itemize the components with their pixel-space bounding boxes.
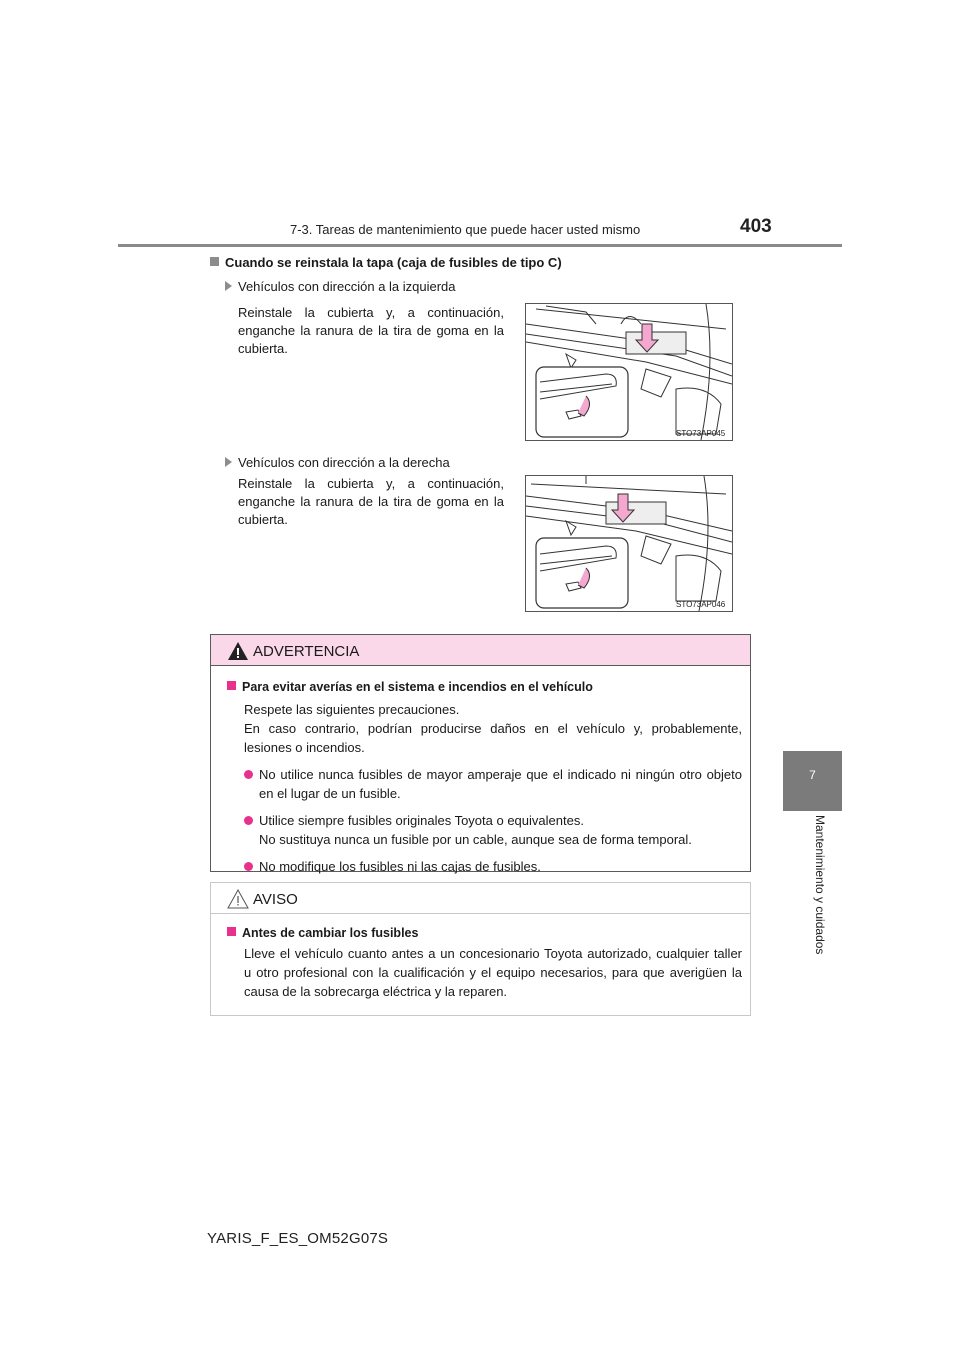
triangle-bullet-icon [225, 281, 232, 291]
warning-box [210, 634, 751, 872]
warning-intro: Respete las siguientes precauciones. En caso contrario, podrían producirse daños en el vehículo y, probablemente, lesiones o incendios. [244, 702, 742, 755]
chapter-title: Mantenimiento y cuidados [813, 815, 827, 955]
figure-code: STO73AP046 [676, 600, 726, 609]
right-hand-instructions: Reinstale la cubierta y, a continuación, enganche la ranura de la tira de goma en la cubierta. [238, 476, 504, 527]
notice-body [211, 926, 750, 1001]
warning-bullet: No modifique los fusibles ni las cajas de fusibles. [227, 857, 742, 876]
bullet-dot-icon [244, 816, 253, 825]
triangle-bullet-icon [225, 457, 232, 467]
running-header-section-title: 7-3. Tareas de mantenimiento que puede hacer usted mismo [290, 222, 641, 237]
warning-body [211, 680, 750, 876]
caution-triangle-icon [227, 889, 249, 909]
page-number: 403 [740, 216, 772, 237]
notice-box [210, 882, 751, 1016]
bullet-dot-icon [244, 862, 253, 871]
section-heading: Cuando se reinstala la tapa (caja de fusibles de tipo C) [210, 255, 562, 270]
notice-title: AVISO [253, 891, 298, 908]
square-bullet-icon [210, 257, 219, 266]
warning-bullet: No utilice nunca fusibles de mayor amperaje que el indicado ni ningún otro objeto en el lugar de un fusible. [227, 765, 742, 803]
figure-code: STO73AP045 [676, 429, 726, 438]
warning-header [211, 635, 750, 666]
variant-right-hand-label: Vehículos con dirección a la derecha [225, 455, 450, 470]
variant-left-hand-label: Vehículos con dirección a la izquierda [225, 279, 456, 294]
notice-subheading: Antes de cambiar los fusibles [227, 926, 742, 940]
bullet-dot-icon [244, 770, 253, 779]
chapter-number: 7 [809, 768, 816, 782]
engine-bay-illustration-left [526, 304, 732, 440]
header-rule [118, 244, 842, 247]
warning-title: ADVERTENCIA [253, 643, 360, 660]
warning-subheading: Para evitar averías en el sistema e incendios en el vehículo [227, 680, 742, 694]
notice-header [211, 883, 750, 914]
document-code: YARIS_F_ES_OM52G07S [207, 1230, 389, 1247]
square-bullet-icon [227, 927, 236, 936]
figure-right-hand-fuse-cover [525, 475, 733, 612]
figure-left-hand-fuse-cover [525, 303, 733, 441]
engine-bay-illustration-right [526, 476, 732, 611]
square-bullet-icon [227, 681, 236, 690]
warning-triangle-icon [227, 641, 249, 661]
notice-text: Lleve el vehículo cuanto antes a un concesionario Toyota autorizado, cualquier taller u otro profesional con la cualificación y el equipo necesarios, para que averigüen la causa de la sobrecarga eléctrica y la reparen. [244, 946, 742, 999]
warning-bullet: Utilice siempre fusibles originales Toyota o equivalentes. No sustituya nunca un fusible por un cable, aunque sea de forma temporal. [227, 811, 742, 849]
left-hand-instructions: Reinstale la cubierta y, a continuación, enganche la ranura de la tira de goma en la cubierta. [238, 305, 504, 356]
